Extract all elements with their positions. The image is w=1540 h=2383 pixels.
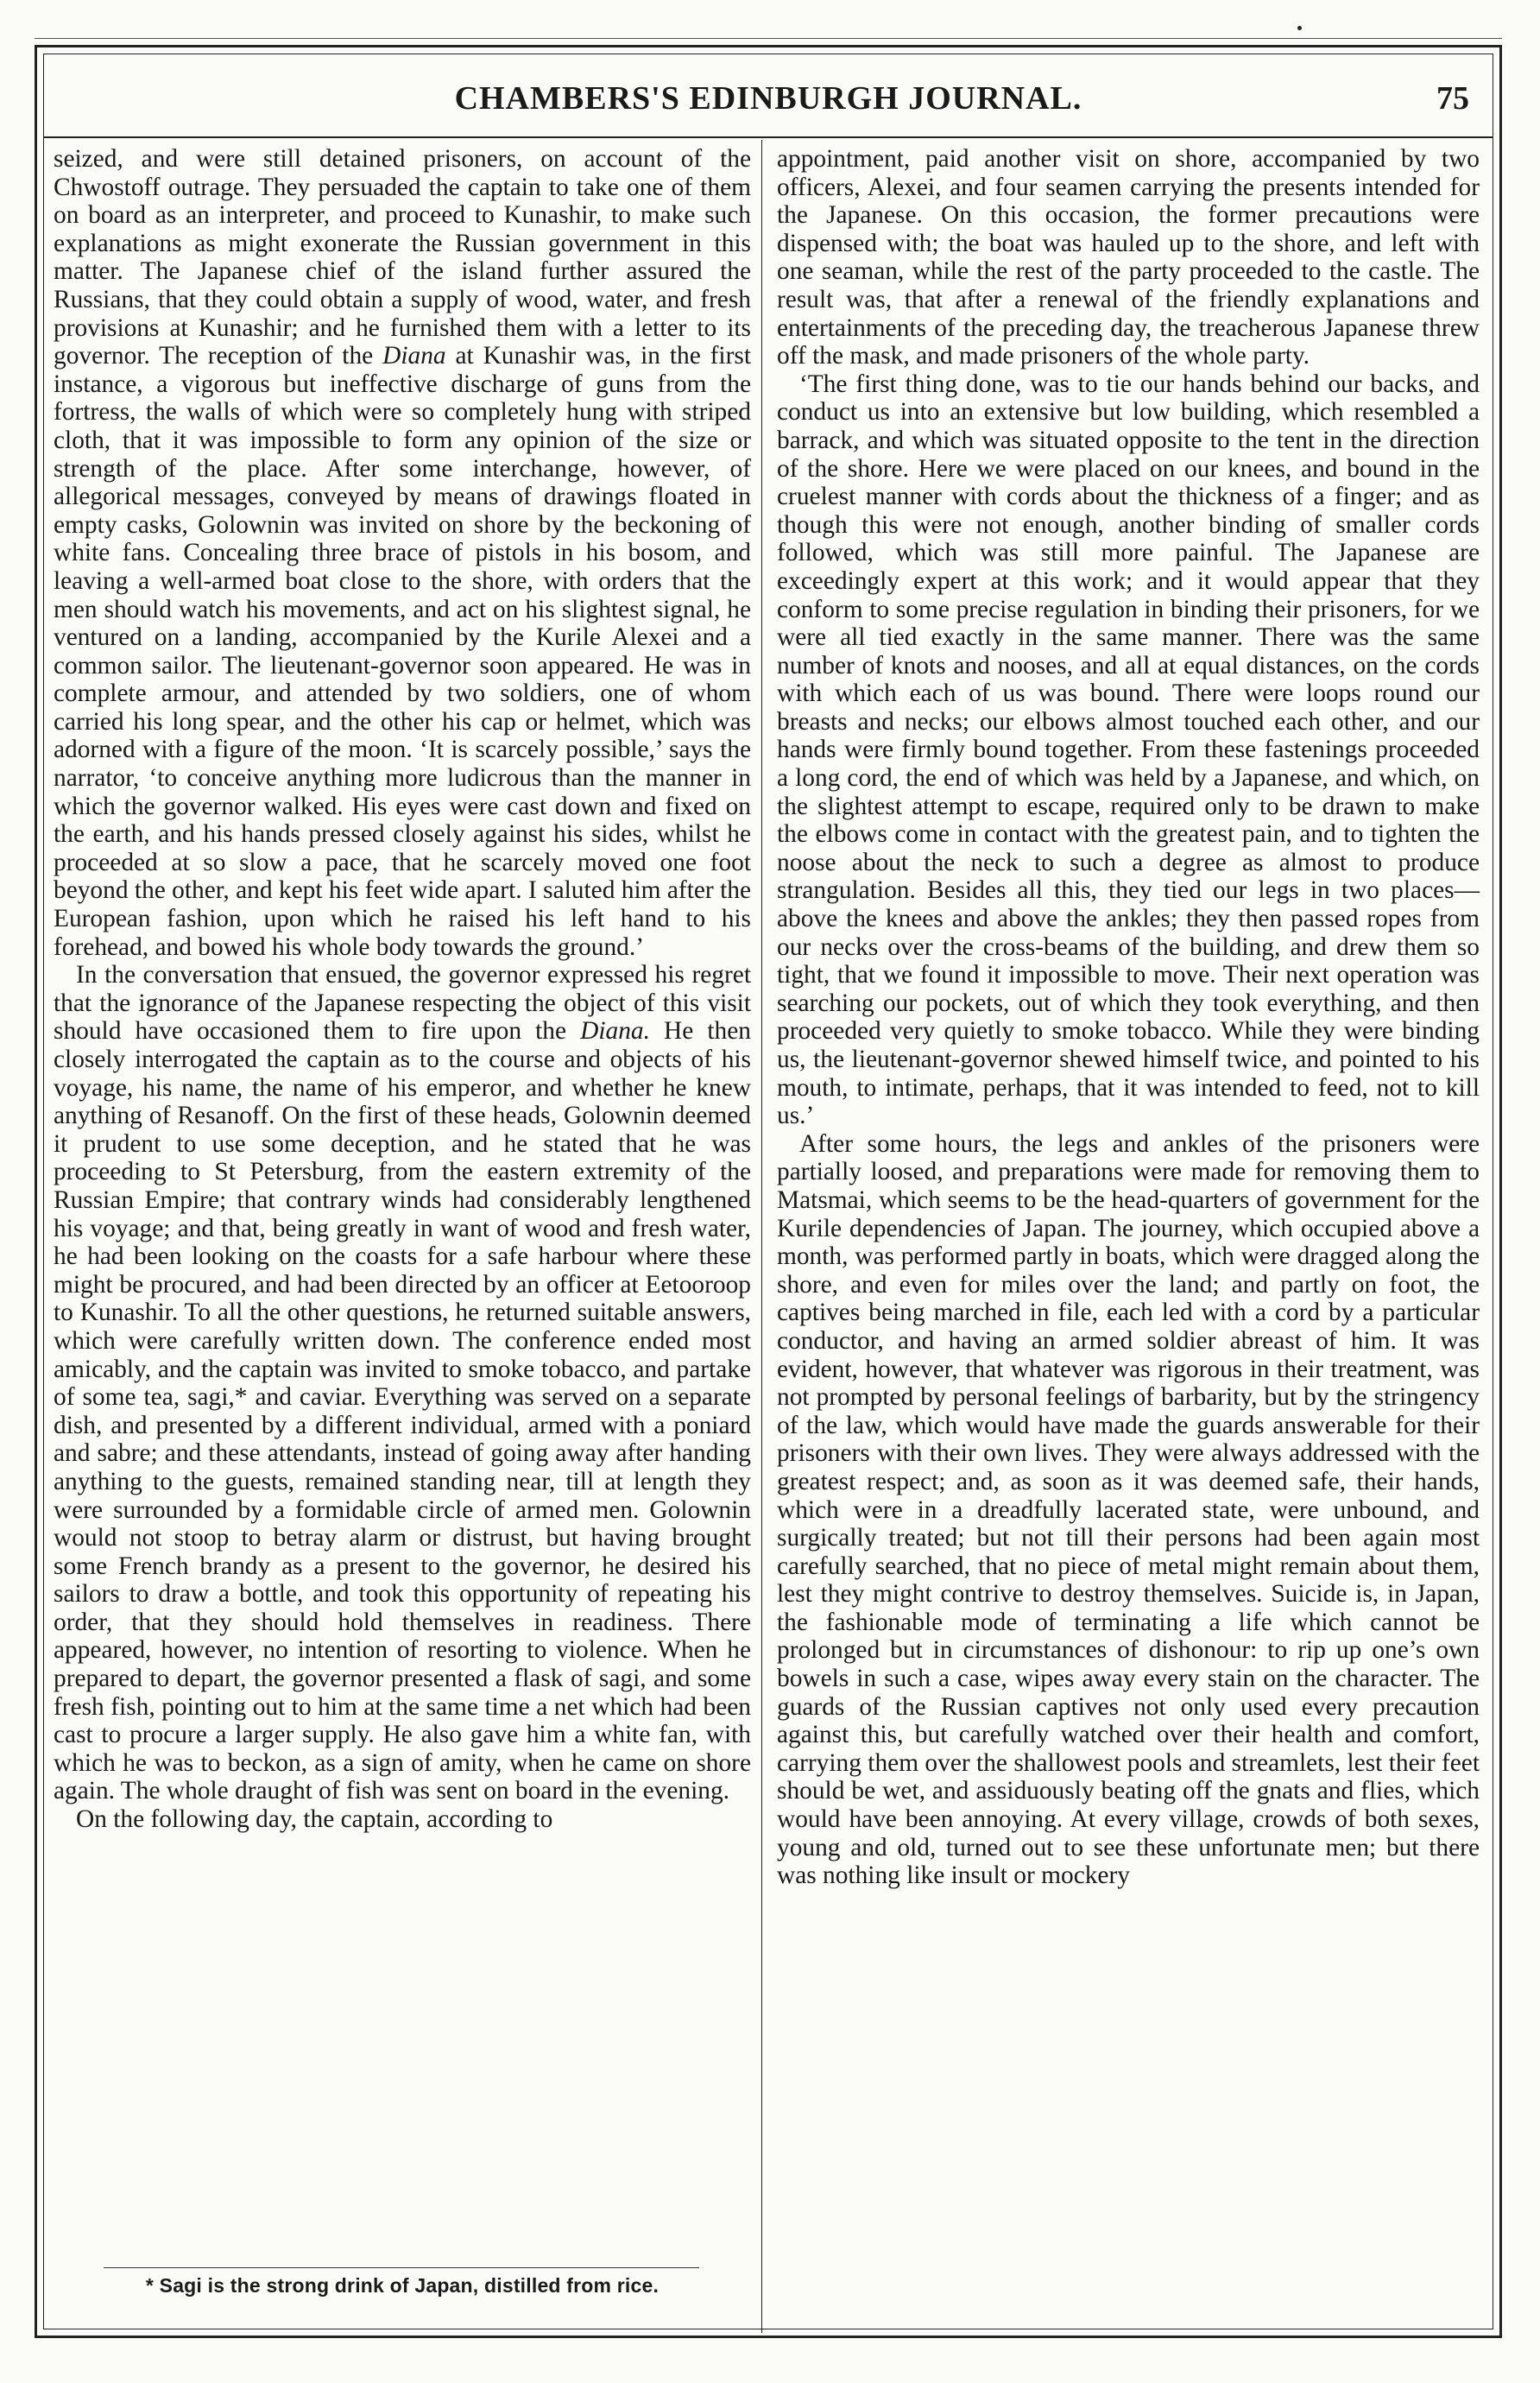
ink-speck [1297, 26, 1302, 30]
footnote-rule [104, 2267, 699, 2268]
running-header [52, 69, 1485, 130]
column-divider [761, 140, 762, 2333]
paragraph: After some hours, the legs and ankles of the prisoners were partially loosed, and preparations were made for removing them to Matsmai, which seems to be the head-quarters of government for the Kurile dependencies of Japan. The journey, which occupied above a month, was performed partly in boats, which were dragged along the shore, and even for miles over the land; and partly on foot, the captives being marched in file, each led with a cord by a particular conductor, and having an armed soldier abreast of him. It was evident, however, that whatever was rigorous in their treatment, was not prompted by personal feelings of barbarity, but by the stringency of the law, which would have made the guards answerable for their prisoners with their own lives. They were always addressed with the greatest respect; and, as soon as it was deemed safe, their hands, which were in a dreadfully lacerated state, were unbound, and surgically treated; but not till their persons had been again most carefully searched, that no piece of metal might remain about them, lest they might contrive to destroy themselves. Suicide is, in Japan, the fashionable mode of terminating a life which cannot be prolonged but in circumstances of dishonour: to rip up one’s own bowels in such a case, wipes away every stain on the character. The guards of the Russian captives not only used every precaution against this, but carefully watched over their health and comfort, carrying them over the shallowest pools and streamlets, lest their feet should be wet, and assiduously beating off the gnats and flies, which would have been annoying. At every village, crowds of both sexes, young and old, turned out to see these unfortunate men; but there was nothing like insult or mockery [777, 1129, 1480, 1890]
top-rule [35, 38, 1502, 39]
paragraph: ‘The first thing done, was to tie our hands behind our backs, and conduct us into an extensive but low building, which resembled a barrack, and which was situated opposite to the tent in the direction of the shore. Here we were placed on our knees, and bound in the cruelest manner with cords about the thickness of a finger; and as though this were not enough, another binding of smaller cords followed, which was still more painful. The Japanese are exceedingly expert at this work; and it would appear that they conform to some precise regulation in binding their prisoners, for we were all tied exactly in the same manner. There was the same number of knots and nooses, and all at equal distances, on the cords with which each of us was bound. There were loops round our breasts and necks; our elbows almost touched each other, and our hands were firmly bound together. From these fastenings proceeded a long cord, the end of which was held by a Japanese, and which, on the slightest attempt to escape, required only to be drawn to make the elbows come in contact with the greatest pain, and to tighten the noose about the neck to such a degree as almost to produce strangulation. Besides all this, they tied our legs in two places—above the knees and above the ankles; they then passed ropes from our necks over the cross-beams of the building, and drew them so tight, that we found it impossible to move. Their next operation was searching our pockets, out of which they took everything, and then proceeded very quietly to smoke tobacco. While they were binding us, the lieutenant-governor shewed himself twice, and pointed to his mouth, to intimate, perhaps, that it was intended to feed, not to kill us.’ [777, 370, 1480, 1130]
text-run: seized, and were still detained prisoners, on account of the Chwostoff outrage. They persuaded the captain to take one of them on board as an interpreter, and proceed to Kunashir, to make such explanations as might exonerate the Russian government in this matter. The Japanese chief of the island further assured the Russians, that they could obtain a supply of wood, water, and fresh provisions at Kunashir; and he furnished them with a letter to its governor. The reception of the [54, 145, 751, 370]
right-column [777, 145, 1480, 1890]
paragraph: On the following day, the captain, according to [76, 1805, 553, 1834]
text-run: at Kunashir was, in the first instance, a vigorous but ineffective discharge of guns from the fortress, the walls of which were so completely hung with striped cloth, that it was impossible to form any opinion of the size or strength of the place. After some interchange, however, of allegorical messages, conveyed by means of drawings floated in empty casks, Golownin was invited on shore by the beckoning of white fans. Concealing three brace of pistols in his bosom, and leaving a well-armed boat close to the shore, with orders that the men should watch his movements, and act on his slightest signal, he ventured on a landing, accompanied by the Kurile Alexei and a common sailor. The lieutenant-governor soon appeared. He was in complete armour, and attended by two soldiers, one of whom carried his long spear, and the other his cap or helmet, which was adorned with a figure of the moon. ‘It is scarcely possible,’ says the narrator, ‘to conceive anything more ludicrous than the manner in which the governor walked. His eyes were cast down and fixed on the earth, and his hands pressed closely against his sides, whilst he proceeded at so slow a pace, that he scarcely moved one foot beyond the other, and kept his feet wide apart. I saluted him after the European fashion, upon which he raised his left hand to his forehead, and bowed his whole body towards the ground.’ [54, 342, 751, 961]
text-run: In the conversation that ensued, the governor expressed his regret that the ignorance of the Japanese respecting the object of this visit should have occasioned them to fire upon the [54, 961, 751, 1046]
header-rule [43, 136, 1493, 138]
ship-name: Diana. [580, 1017, 650, 1046]
page-number: 75 [1436, 80, 1469, 117]
footnote: * Sagi is the strong drink of Japan, distilled from rice. [145, 2274, 660, 2297]
paragraph: appointment, paid another visit on shore, accompanied by two officers, Alexei, and four seamen carrying the presents intended for the Japanese. On this occasion, the former precautions were dispensed with; the boat was hauled up to the shore, and left with one seaman, while the rest of the party proceeded to the castle. The result was, that after a renewal of the friendly explanations and entertainments of the preceding day, the treacherous Japanese threw off the mask, and made prisoners of the whole party. [777, 145, 1480, 370]
paragraph [54, 961, 751, 1805]
text-run: He then closely interrogated the captain as to the course and objects of his voyage, his name, the name of his emperor, and whether he knew anything of Resanoff. On the first of these heads, Golownin deemed it prudent to use some deception, and he stated that he was proceeding to St Petersburg, from the eastern extremity of the Russian Empire; that contrary winds had considerably lengthened his voyage; and that, being greatly in want of wood and fresh water, he had been looking on the coasts for a safe harbour where these might be procured, and had been directed by an officer at Eetooroop to Kunashir. To all the other questions, he returned suitable answers, which were carefully written down. The conference ended most amicably, and the captain was invited to smoke tobacco, and partake of some tea, sagi,* and caviar. Everything was served on a separate dish, and presented by a different individual, armed with a poniard and sabre; and these attendants, instead of going away after handing anything to the guests, remained standing near, till at length they were surrounded by a formidable circle of armed men. Golownin would not stoop to betray alarm or distrust, but having brought some French brandy as a present to the governor, he desired his sailors to draw a bottle, and took this opportunity of repeating his order, that they should hold themselves in readiness. There appeared, however, no intention of resorting to violence. When he prepared to depart, the governor presented a flask of sagi, and some fresh fish, pointing out to him at the same time a net which had been cast to procure a larger supply. He also gave him a white fan, with which he was to beckon, as a sign of amity, when he came on shore again. The whole draught of fish was sent on board in the evening. [54, 1017, 751, 1805]
paragraph [54, 145, 751, 961]
ship-name: Diana [382, 342, 446, 370]
left-column [54, 145, 751, 1834]
journal-title: CHAMBERS'S EDINBURGH JOURNAL. [454, 80, 1082, 117]
